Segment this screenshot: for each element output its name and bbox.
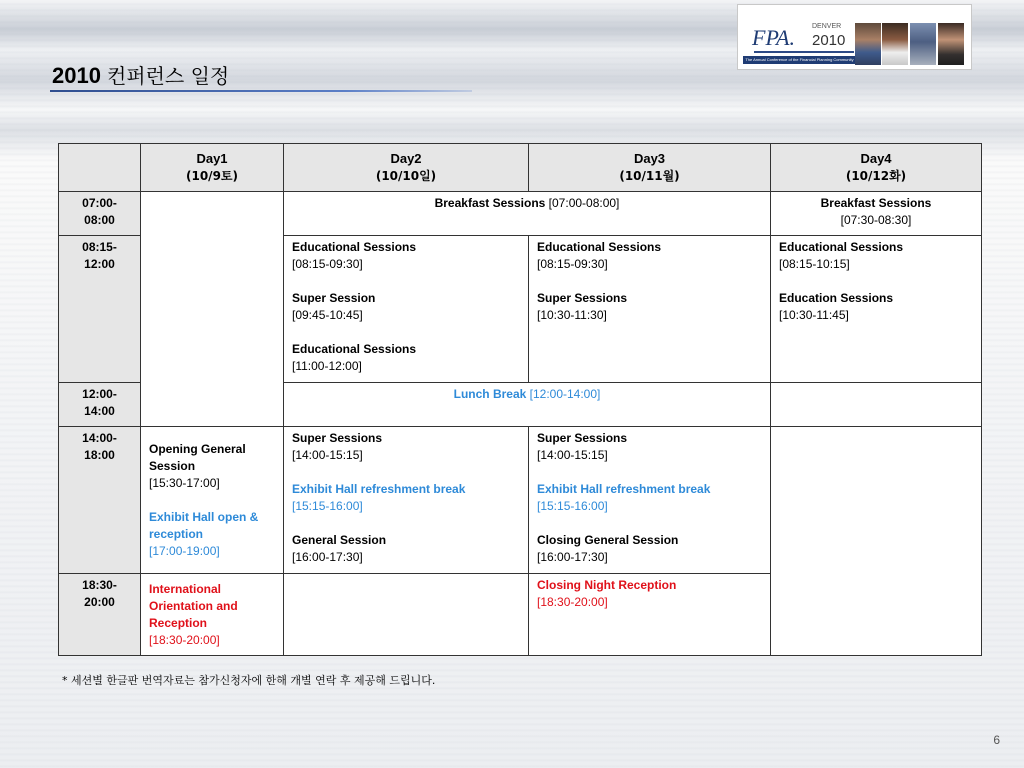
logo-photo-man bbox=[855, 23, 881, 65]
day2-morning-cell: Educational Sessions [08:15-09:30] Super Session [09:45-10:45] Educational Sessions [11:00-12:00] bbox=[284, 236, 529, 383]
logo-photo-woman-2 bbox=[938, 23, 964, 65]
title-text: 컨퍼런스 일정 bbox=[106, 64, 230, 88]
day1-header: Day1 (10/9토) bbox=[141, 144, 284, 192]
day3-morning-cell: Educational Sessions [08:15-09:30] Super Sessions [10:30-11:30] bbox=[529, 236, 771, 383]
day1-empty-morning bbox=[141, 192, 284, 427]
logo-swoosh bbox=[754, 51, 854, 53]
corner-cell bbox=[59, 144, 141, 192]
day3-header: Day3 (10/11월) bbox=[529, 144, 771, 192]
time-0815-12: 08:15-12:00 bbox=[59, 236, 141, 383]
time-14-18: 14:00-18:00 bbox=[59, 427, 141, 574]
header-row bbox=[59, 144, 982, 192]
day2-header: Day2 (10/10일) bbox=[284, 144, 529, 192]
day4-morning-cell: Educational Sessions [08:15-10:15] Education Sessions [10:30-11:45] bbox=[771, 236, 982, 383]
footnote: * 세션별 한글판 번역자료는 참가신청자에 한해 개별 연락 후 제공해 드립니다. bbox=[62, 674, 436, 687]
breakfast-cell: Breakfast Sessions [07:00-08:00] bbox=[284, 192, 771, 236]
day1-evening-cell: International Orientation and Reception [18:30-20:00] bbox=[141, 574, 284, 656]
day4-afternoon-empty bbox=[771, 427, 982, 656]
logo-brand: FPA. bbox=[752, 25, 795, 50]
day2-afternoon-cell: Super Sessions [14:00-15:15] Exhibit Hall refreshment break [15:15-16:00] General Session [16:00-17:30] bbox=[284, 427, 529, 574]
row-breakfast bbox=[59, 192, 982, 236]
time-07-08: 07:00-08:00 bbox=[59, 192, 141, 236]
logo-city: DENVER bbox=[812, 23, 842, 30]
logo-tagline: The Annual Conference of the Financial Planning Community bbox=[743, 56, 856, 64]
fpa-denver-logo bbox=[737, 4, 972, 70]
day4-breakfast-cell: Breakfast Sessions [07:30-08:30] bbox=[771, 192, 982, 236]
day1-afternoon-cell: Opening General Session [15:30-17:00] Exhibit Hall open & reception [17:00-19:00] bbox=[141, 427, 284, 574]
time-1830-20: 18:30-20:00 bbox=[59, 574, 141, 656]
time-12-14: 12:00-14:00 bbox=[59, 383, 141, 427]
logo-photo-building bbox=[910, 23, 936, 65]
lunch-cell: Lunch Break [12:00-14:00] bbox=[284, 383, 771, 427]
day2-evening-empty bbox=[284, 574, 529, 656]
title-underline bbox=[50, 90, 472, 92]
day4-header: Day4 (10/12화) bbox=[771, 144, 982, 192]
day4-lunch-empty bbox=[771, 383, 982, 427]
day3-afternoon-cell: Super Sessions [14:00-15:15] Exhibit Hall refreshment break [15:15-16:00] Closing General Session [16:00-17:30] bbox=[529, 427, 771, 574]
logo-photo-woman bbox=[882, 23, 908, 65]
day3-evening-cell: Closing Night Reception [18:30-20:00] bbox=[529, 574, 771, 656]
page-title bbox=[52, 60, 229, 89]
logo-year: 2010 bbox=[812, 32, 846, 49]
page-number: 6 bbox=[993, 733, 1000, 747]
title-year: 2010 bbox=[52, 63, 101, 88]
row-afternoon bbox=[59, 427, 982, 574]
schedule-table bbox=[58, 143, 982, 656]
